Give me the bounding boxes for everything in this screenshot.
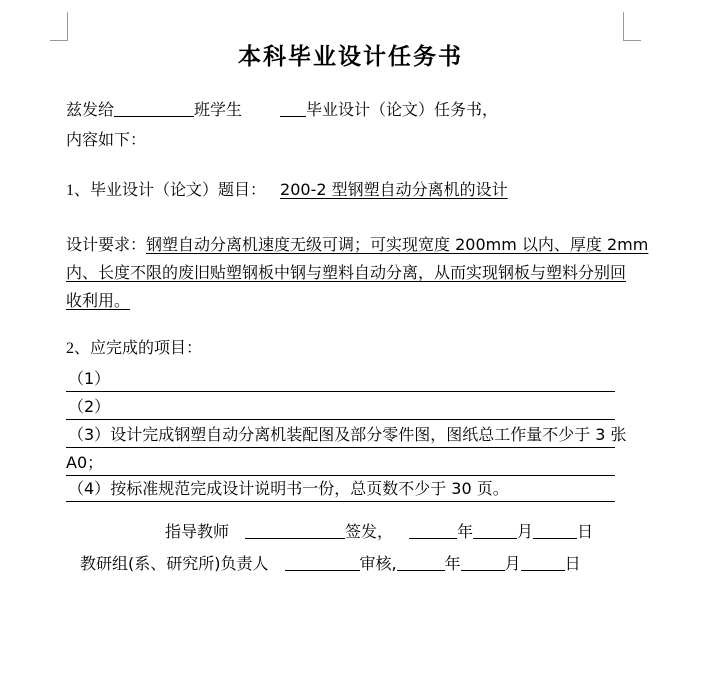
section-1-label: 毕业设计（论文）题目：: [90, 180, 267, 199]
list-item-4-rule: [66, 501, 615, 502]
list-item-3-marker: （3）: [68, 425, 111, 444]
department-year-blank-field[interactable]: [397, 570, 445, 571]
thesis-type-blank-field[interactable]: [280, 116, 306, 117]
section-1-line: [66, 179, 518, 202]
section-1-value: 200-2 型钢塑自动分离机的设计: [280, 180, 508, 199]
advisor-year-blank-field[interactable]: [409, 538, 457, 539]
department-day-label: 日: [564, 554, 581, 573]
advisor-month-label: 月: [517, 522, 534, 541]
list-item-1-rule[interactable]: [66, 391, 615, 392]
requirements-line-3: 收利用。: [66, 291, 131, 310]
department-head-blank-field[interactable]: [285, 570, 360, 571]
list-item-4-marker: （4）: [68, 479, 111, 498]
class-blank-field[interactable]: [114, 116, 194, 117]
requirements-label: 设计要求：: [66, 235, 147, 254]
section-2-number: 2、: [66, 340, 91, 357]
advisor-day-label: 日: [577, 522, 594, 541]
requirements-line-1: [66, 234, 648, 256]
intro-prefix: 兹发给: [66, 100, 115, 119]
advisor-name-blank-field[interactable]: [245, 538, 345, 539]
requirements-text-1: 钢塑自动分离机速度无级可调；可实现宽度 200mm 以内、厚度 2mm: [146, 235, 649, 254]
intro-after-blank-1: 班学生: [194, 100, 243, 119]
list-item-2-marker: （2）: [68, 397, 111, 416]
list-item-4-text: 按标准规范完成设计说明书一份，总页数不少于 30 页。: [110, 479, 509, 498]
advisor-action-label: 签发，: [345, 522, 394, 541]
intro-line-1: [66, 99, 498, 121]
department-year-label: 年: [444, 554, 461, 573]
list-item-3-rule: [66, 447, 615, 448]
department-role-label: 教研组(系、研究所)负责人: [80, 554, 269, 573]
advisor-day-blank-field[interactable]: [533, 538, 577, 539]
list-item-3-continuation-text: A0；: [66, 453, 104, 472]
section-2-line: [66, 337, 202, 360]
list-item-1-marker: （1）: [68, 369, 111, 388]
list-item-3: [68, 424, 627, 446]
signature-row-advisor: [165, 521, 593, 543]
advisor-role-label: 指导教师: [165, 522, 230, 541]
list-item-4: [68, 478, 509, 500]
page-title: 本科毕业设计任务书: [238, 44, 463, 70]
advisor-year-label: 年: [457, 522, 474, 541]
department-month-blank-field[interactable]: [461, 570, 505, 571]
crop-mark-top-right-icon: [623, 12, 641, 41]
intro-after-blank-2: 毕业设计（论文）任务书，: [306, 100, 499, 119]
list-item-3-text: 设计完成钢塑自动分离机装配图及部分零件图，图纸总工作量不少于 3 张: [110, 425, 627, 444]
department-action-label: 审核,: [359, 554, 397, 573]
section-1-number: 1、: [66, 182, 91, 199]
signature-row-department: [80, 553, 581, 575]
department-day-blank-field[interactable]: [521, 570, 565, 571]
requirements-line-2: 内、长度不限的废旧贴塑钢板中钢与塑料自动分离，从而实现钢板与塑料分别回: [66, 263, 627, 282]
list-item-3-continuation: [66, 452, 103, 474]
advisor-month-blank-field[interactable]: [473, 538, 517, 539]
section-2-label: 应完成的项目：: [90, 338, 203, 357]
list-item-2-rule[interactable]: [66, 419, 615, 420]
list-item-3-continuation-rule: [66, 475, 615, 476]
crop-mark-top-left-icon: [50, 12, 68, 41]
department-month-label: 月: [504, 554, 521, 573]
intro-line-2: 内容如下：: [66, 130, 147, 149]
